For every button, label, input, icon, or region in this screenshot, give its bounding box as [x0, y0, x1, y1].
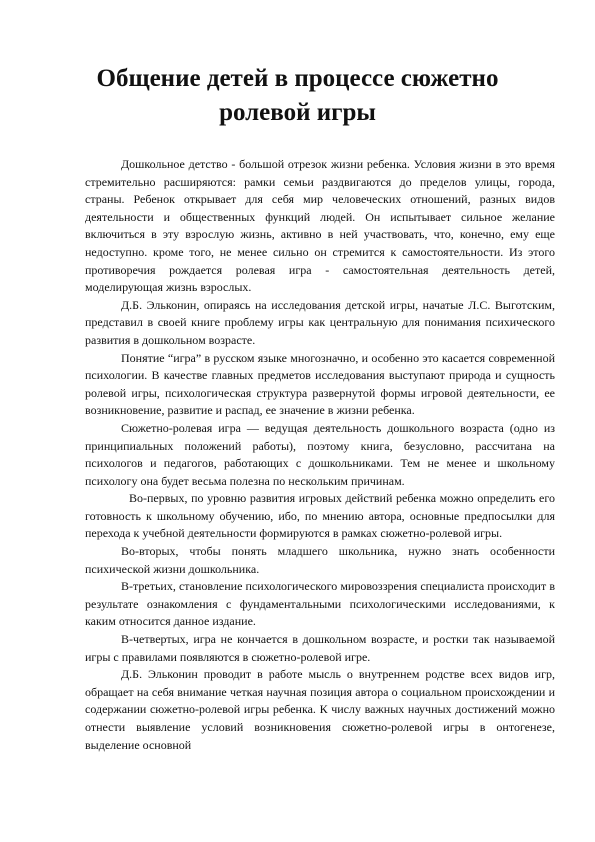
paragraph: В-третьих, становление психологического мировоззрения специалиста происходит в результате ознакомления с фундаментальными психологическими исследованиями, к каким относится данное издание. — [85, 579, 555, 629]
paragraph: В-четвертых, игра не кончается в дошкольном возрасте, и ростки так называемой игры с правилами появляются в сюжетно-ролевой игре. — [85, 632, 555, 664]
title-line-2: ролевой игры — [219, 99, 376, 126]
paragraph: Дошкольное детство - большой отрезок жизни ребенка. Условия жизни в это время стремительно расширяются: рамки семьи раздвигаются до пределов улицы, города, страны. Ребенок открывает для себя мир человеческих отношений, разных видов деятельности и общественных функций людей. Он испытывает сильное желание включиться в эту взрослую жизнь, активно в ней участвовать, что, конечно, ему еще недоступно. кроме того, не менее сильно он стремится к самостоятельности. Из этого противоречия рождается ролевая игра - самостоятельная деятельность детей, моделирующая жизнь взрослых. — [85, 157, 555, 295]
document-title — [60, 62, 535, 130]
paragraph: Д.Б. Эльконин проводит в работе мысль о внутреннем родстве всех видов игр, обращает на себя внимание четкая научная позиция автора о социальном происхождении и содержании сюжетно-ролевой игры ребенка. К числу важных научных достижений можно отнести выявление условий возникновения сюжетно-ролевой игры в онтогенезе, выделение основной — [85, 667, 555, 752]
paragraph: Д.Б. Эльконин, опираясь на исследования детской игры, начатые Л.С. Выготским, представил в своей книге проблему игры как центральную для понимания психического развития в дошкольном возрасте. — [85, 297, 555, 347]
paragraph: Понятие “игра” в русском языке многозначно, и особенно это касается современной психологии. В качестве главных предметов исследования выступают природа и сущность ролевой игры, психологическая структура развернутой формы игровой деятельности, ее возникновение, развитие и распад, ее значение в жизни ребенка. — [85, 350, 555, 418]
paragraph: Во-первых, по уровню развития игровых действий ребенка можно определить его готовность к школьному обучению, ибо, по мнению автора, основные предпосылки для перехода к учебной деятельности формируются в рамках сюжетно-ролевой игры. — [85, 491, 555, 541]
paragraph: Во-вторых, чтобы понять младшего школьника, нужно знать особенности психической жизни дошкольника. — [85, 544, 555, 576]
document-body — [85, 156, 555, 754]
title-line-1: Общение детей в процессе сюжетно — [96, 65, 499, 92]
paragraph: Сюжетно-ролевая игра — ведущая деятельность дошкольного возраста (одно из принципиальных положений работы), поэтому книга, безусловно, рассчитана на психологов и педагогов, работающих с дошкольниками. Тем не менее и школьному психологу она будет весьма полезна по нескольким причинам. — [85, 420, 555, 488]
